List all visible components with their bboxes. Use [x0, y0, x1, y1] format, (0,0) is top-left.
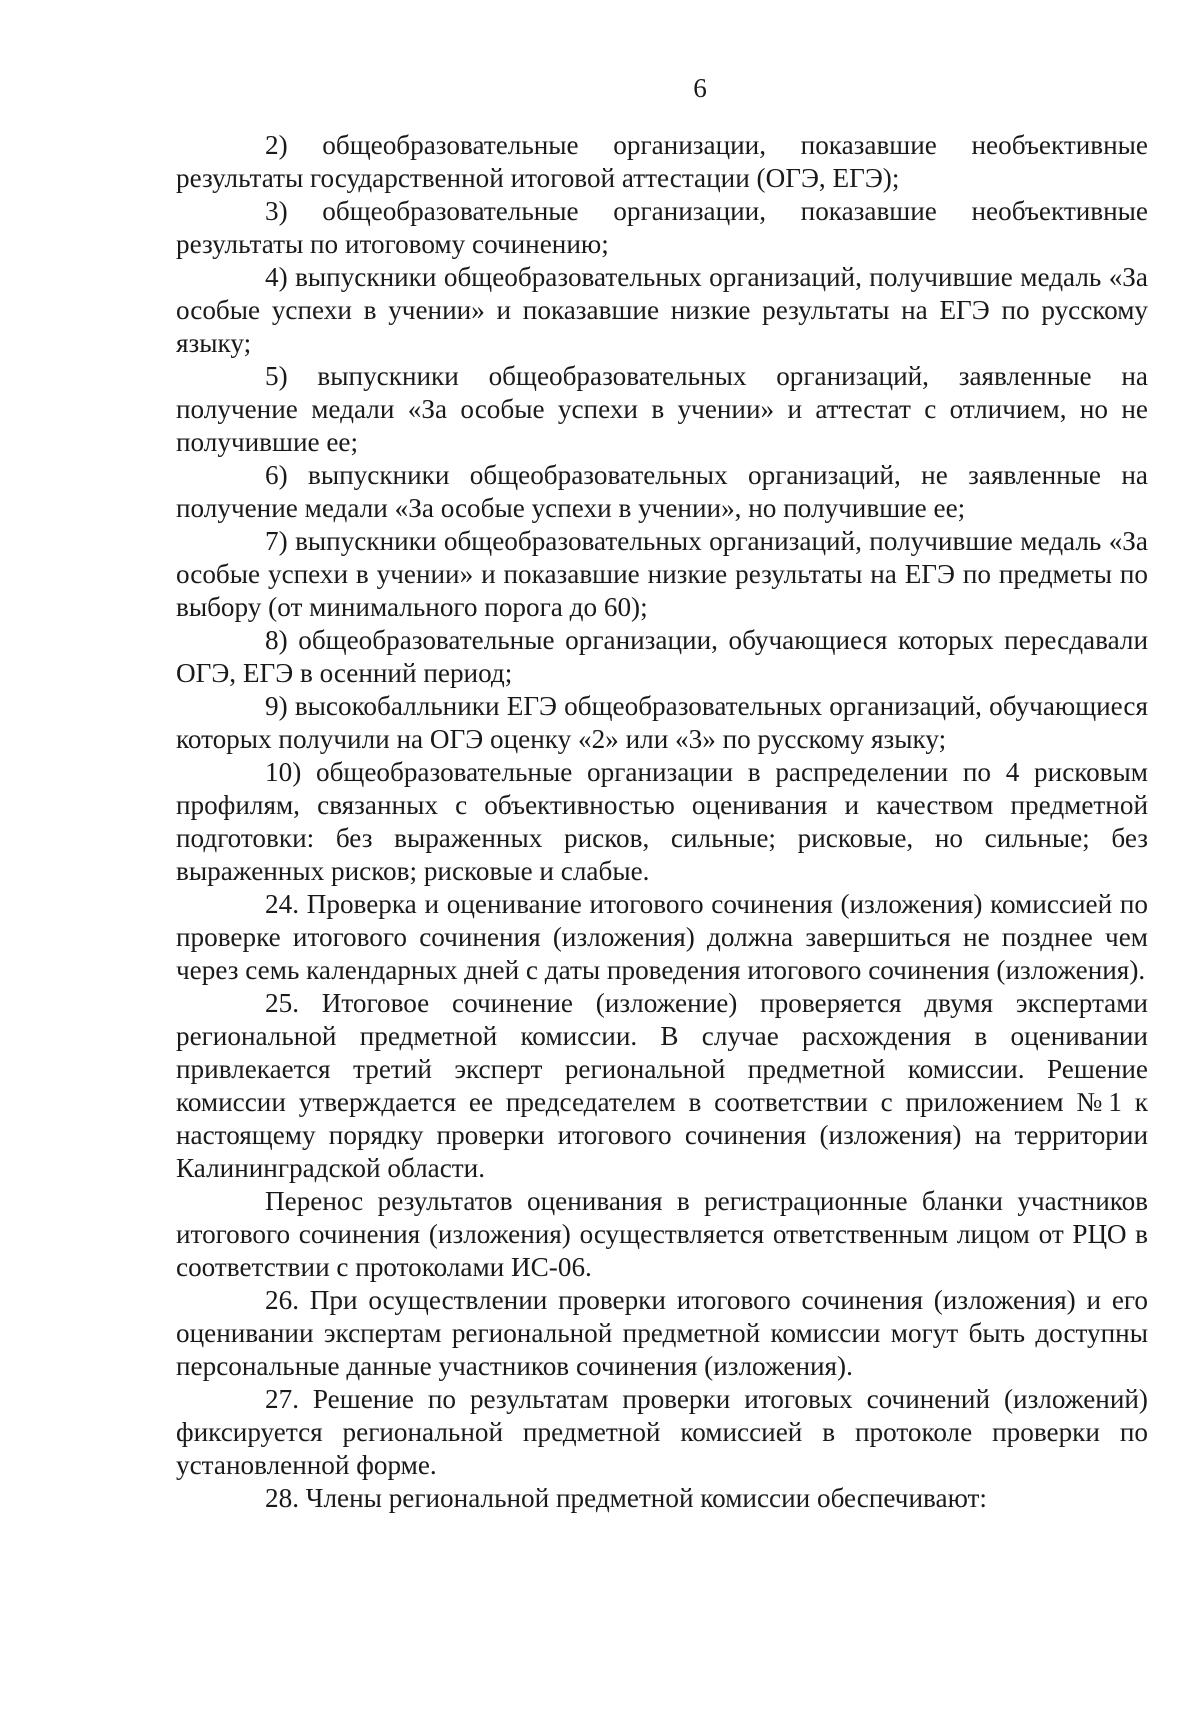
list-item-10: 10) общеобразовательные организации в распределении по 4 рисковым профилям, связанных с объективностью оценивания и качеством предметной подготовки: без выраженных рисков, сильные; рисковые, но сильные; без выраженных рисков; рисковые и слабые. [176, 757, 1148, 886]
list-item-8: 8) общеобразовательные организации, обучающиеся которых пересдавали ОГЭ, ЕГЭ в осенний период; [176, 625, 1148, 688]
list-item-2: 2) общеобразовательные организации, показавшие необъективные результаты государственной итоговой аттестации (ОГЭ, ЕГЭ); [176, 130, 1148, 193]
list-item-5: 5) выпускники общеобразовательных организаций, заявленные на получение медали «За особые успехи в учении» и аттестат с отличием, но не получившие ее; [176, 361, 1148, 457]
clause-26: 26. При осуществлении проверки итогового сочинения (изложения) и его оценивании экспертам региональной предметной комиссии могут быть доступны персональные данные участников сочинения (изложения). [176, 1285, 1148, 1381]
list-item-9: 9) высокобалльники ЕГЭ общеобразовательных организаций, обучающиеся которых получили на ОГЭ оценку «2» или «3» по русскому языку; [176, 691, 1148, 754]
page-number: 6 [693, 73, 707, 103]
list-item-4: 4) выпускники общеобразовательных организаций, получившие медаль «За особые успехи в учении» и показавшие низкие результаты на ЕГЭ по русскому языку; [176, 262, 1148, 358]
list-item-7: 7) выпускники общеобразовательных организаций, получившие медаль «За особые успехи в учении» и показавшие низкие результаты на ЕГЭ по предметы по выбору (от минимального порога до 60); [176, 526, 1148, 622]
clause-25: 25. Итоговое сочинение (изложение) проверяется двумя экспертами региональной предметной комиссии. В случае расхождения в оценивании привлекается третий эксперт региональной предметной комиссии. Решение комиссии утверждается ее председателем в соответствии с приложением №1 к настоящему порядку проверки итогового сочинения (изложения) на территории Калининградской области. [176, 988, 1148, 1183]
clause-25-transfer: Перенос результатов оценивания в регистрационные бланки участников итогового сочинения (изложения) осуществляется ответственным лицом от РЦО в соответствии с протоколами ИС-06. [176, 1186, 1148, 1282]
document-body [176, 129, 1148, 1515]
clause-24: 24. Проверка и оценивание итогового сочинения (изложения) комиссией по проверке итогового сочинения (изложения) должна завершиться не позднее чем через семь календарных дней с даты проведения итогового сочинения (изложения). [176, 889, 1148, 985]
list-item-6: 6) выпускники общеобразовательных организаций, не заявленные на получение медали «За особые успехи в учении», но получившие ее; [176, 460, 1148, 523]
list-item-3: 3) общеобразовательные организации, показавшие необъективные результаты по итоговому сочинению; [176, 196, 1148, 259]
clause-28: 28. Члены региональной предметной комиссии обеспечивают: [265, 1483, 987, 1513]
clause-27: 27. Решение по результатам проверки итоговых сочинений (изложений) фиксируется региональной предметной комиссией в протоколе проверки по установленной форме. [176, 1384, 1148, 1480]
